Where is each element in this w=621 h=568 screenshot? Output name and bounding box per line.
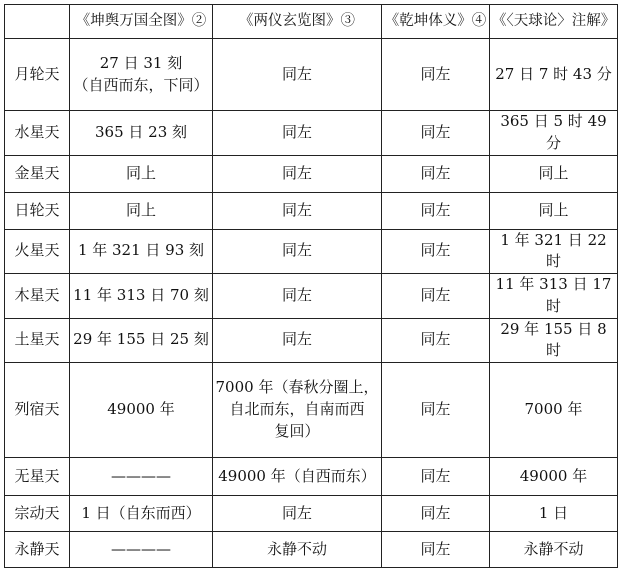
row-name-cell: 火星天 <box>5 229 70 274</box>
table-cell: 49000 年 <box>490 458 618 496</box>
table-cell: 同上 <box>70 192 213 229</box>
table-cell: 同左 <box>382 192 490 229</box>
table-cell: 同左 <box>213 229 382 274</box>
row-name-cell: 宗动天 <box>5 496 70 532</box>
table-cell: 11 年 313 日 70 刻 <box>70 274 213 319</box>
row-name-cell: 永静天 <box>5 532 70 568</box>
table-cell: 同左 <box>382 229 490 274</box>
table-cell: 同左 <box>382 363 490 458</box>
table-cell: 同左 <box>382 496 490 532</box>
table-cell: 1 日 <box>490 496 618 532</box>
table-cell: 1 年 321 日 22 时 <box>490 229 618 274</box>
table-cell: 同左 <box>382 39 490 111</box>
table-cell: 永静不动 <box>213 532 382 568</box>
table-row <box>5 532 618 568</box>
table-cell: 永静不动 <box>490 532 618 568</box>
table-cell: 同左 <box>382 155 490 192</box>
table-cell: 同左 <box>382 458 490 496</box>
table-cell: ———— <box>70 532 213 568</box>
header-liangyi-xuanlan-tu: 《两仪玄览图》③ <box>213 5 382 39</box>
row-name-cell: 金星天 <box>5 155 70 192</box>
table-row <box>5 192 618 229</box>
row-name-cell: 列宿天 <box>5 363 70 458</box>
table-cell: 7000 年（春秋分圈上， 自北而东，自南而西 复回） <box>213 363 382 458</box>
table-cell: 49000 年 <box>70 363 213 458</box>
table-cell: 29 年 155 日 8 时 <box>490 318 618 363</box>
table-cell: 同左 <box>382 318 490 363</box>
table-cell: 1 日（自东而西） <box>70 496 213 532</box>
table-row <box>5 274 618 319</box>
table-cell: 同左 <box>213 274 382 319</box>
row-name-cell: 月轮天 <box>5 39 70 111</box>
table-cell: ———— <box>70 458 213 496</box>
table-cell: 同左 <box>382 111 490 156</box>
header-kunyu-wanguo-quantu: 《坤舆万国全图》② <box>70 5 213 39</box>
table-cell: 同上 <box>70 155 213 192</box>
table-cell: 1 年 321 日 93 刻 <box>70 229 213 274</box>
table-row <box>5 363 618 458</box>
table-cell: 29 年 155 日 25 刻 <box>70 318 213 363</box>
table-row <box>5 458 618 496</box>
table-row <box>5 496 618 532</box>
row-name-cell: 木星天 <box>5 274 70 319</box>
table-header-row <box>5 5 618 39</box>
table-cell: 同左 <box>382 274 490 319</box>
table-cell: 同左 <box>382 532 490 568</box>
heavens-period-table <box>4 4 618 568</box>
header-corner <box>5 5 70 39</box>
table-cell: 同上 <box>490 155 618 192</box>
table-cell: 同左 <box>213 155 382 192</box>
table-cell: 同上 <box>490 192 618 229</box>
table-row <box>5 39 618 111</box>
table-row <box>5 318 618 363</box>
table-cell: 同左 <box>213 496 382 532</box>
table-row <box>5 229 618 274</box>
table-cell: 27 日 31 刻 （自西而东，下同） <box>70 39 213 111</box>
table-cell: 365 日 5 时 49 分 <box>490 111 618 156</box>
table-cell: 49000 年（自西而东） <box>213 458 382 496</box>
table-row <box>5 155 618 192</box>
table-cell: 11 年 313 日 17 时 <box>490 274 618 319</box>
row-name-cell: 无星天 <box>5 458 70 496</box>
table-cell: 同左 <box>213 111 382 156</box>
header-qiankun-tiyi: 《乾坤体义》④ <box>382 5 490 39</box>
row-name-cell: 土星天 <box>5 318 70 363</box>
table-row <box>5 111 618 156</box>
table-cell: 同左 <box>213 318 382 363</box>
table-cell: 27 日 7 时 43 分 <box>490 39 618 111</box>
header-tianqiulun-zhujie: 《〈天球论〉注解》 <box>490 5 618 39</box>
table-cell: 7000 年 <box>490 363 618 458</box>
table-cell: 365 日 23 刻 <box>70 111 213 156</box>
row-name-cell: 日轮天 <box>5 192 70 229</box>
row-name-cell: 水星天 <box>5 111 70 156</box>
table-cell: 同左 <box>213 39 382 111</box>
table-cell: 同左 <box>213 192 382 229</box>
document-table-container <box>4 4 618 568</box>
